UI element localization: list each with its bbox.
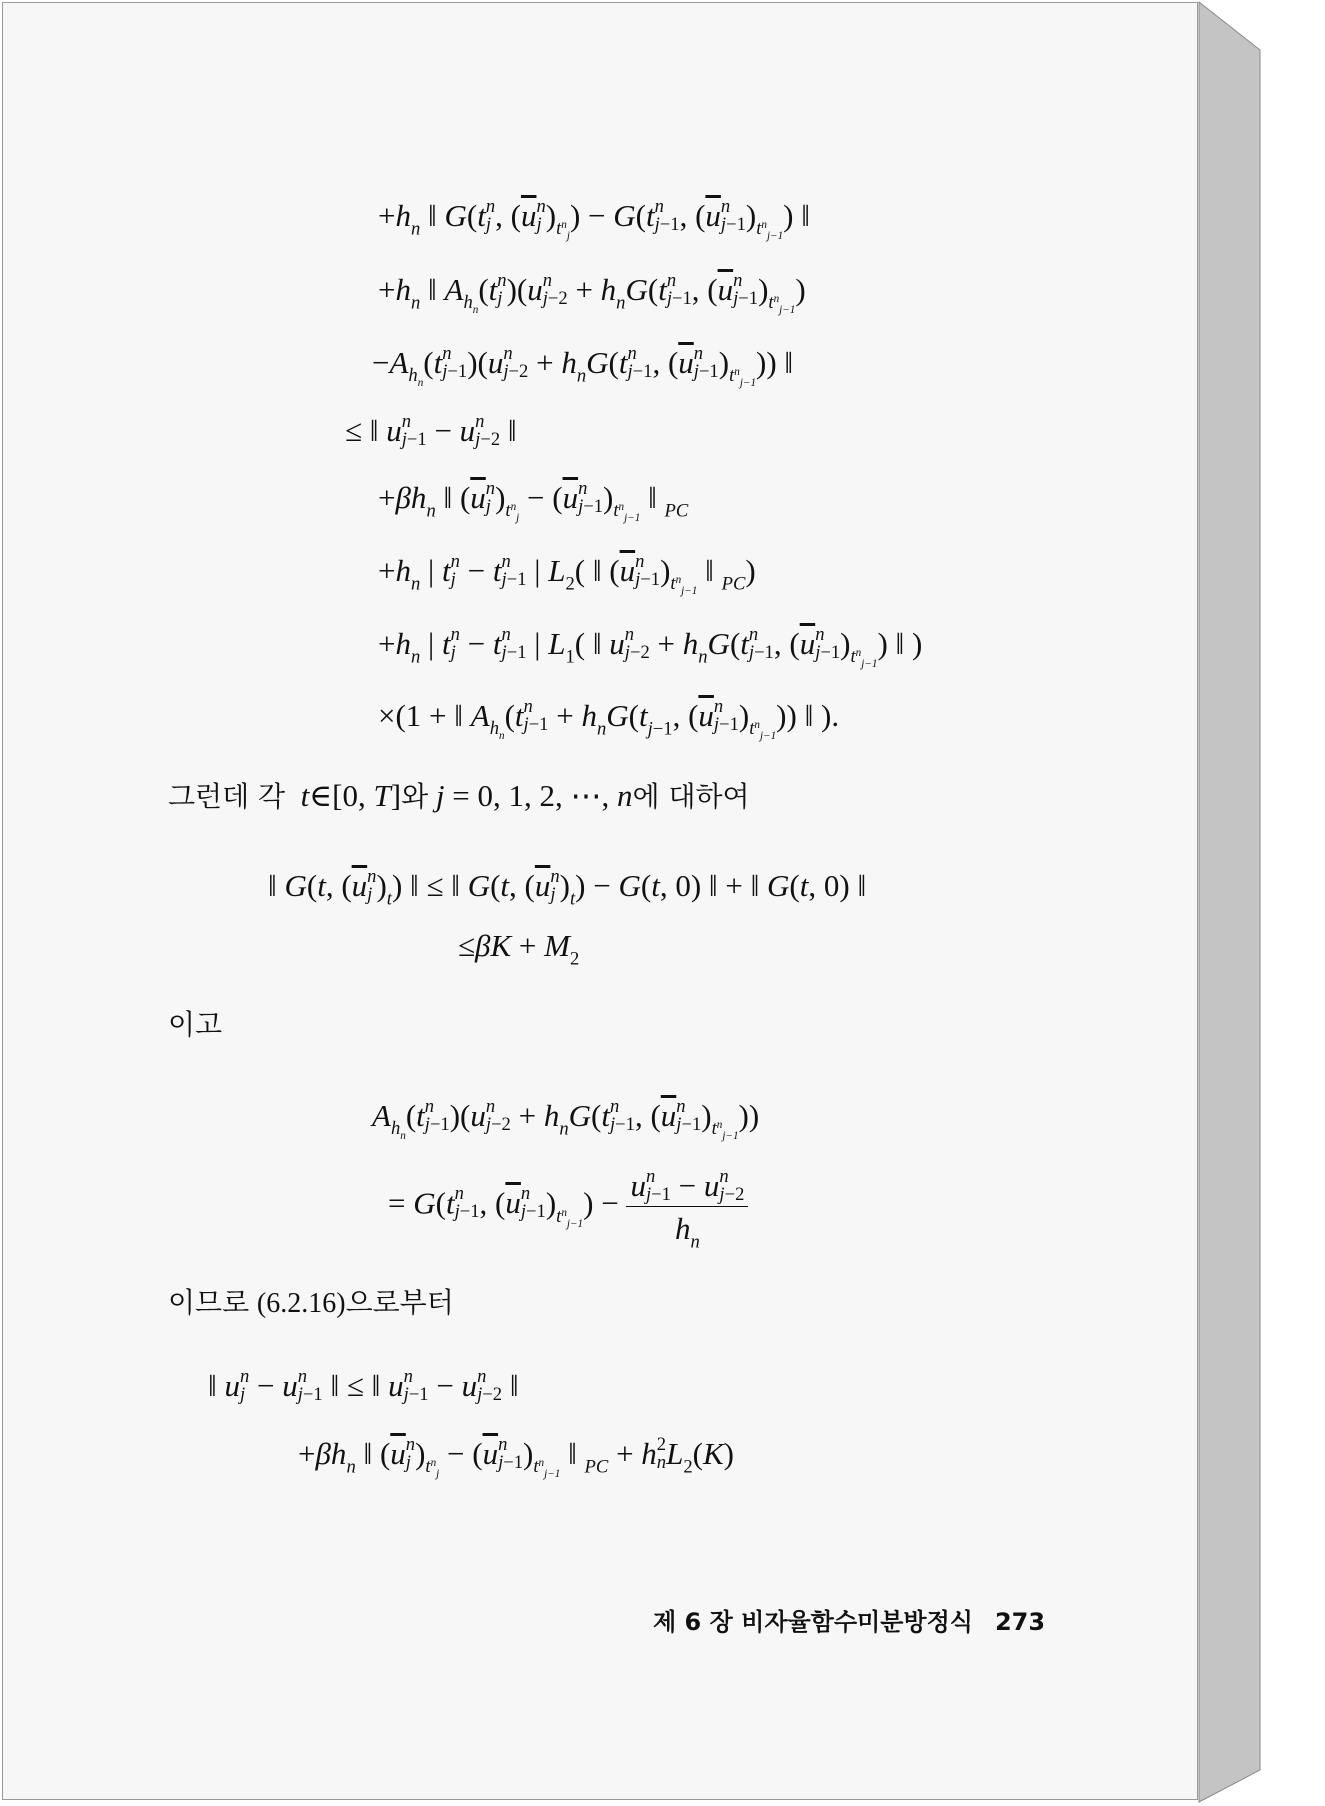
paragraph-2	[168, 1008, 222, 1039]
eq-line-6: $+h_n$ | t n j − t n j−1 | $L_2$( ‖ (u n j−1 )$_{t^n_{j-1}}$ ‖ $_{PC}$)	[378, 551, 756, 598]
eq-line-4: ≤ ‖ u n j−1 − u n j−2 ‖	[345, 411, 517, 450]
equation-reference: (6.2.16)	[256, 1288, 346, 1319]
eq-line-11: $A_{h_n}(t$ n j−1 )(u n j−2 + $h_nG(t$ n j−1 , (u n j−1 )$_{t^n_{j-1}}$))	[372, 1096, 760, 1143]
eq-line-5: $+\beta h_n$ ‖ (u n j )$_{t^n_j} - (u$ n j−1 )$_{t^n_{j-1}}$ ‖ $_{PC}$	[378, 478, 689, 525]
paragraph-3	[168, 1286, 454, 1318]
eq-line-8: ×(1 + ‖ $A_{h_n}(t$ n j−1 + $h_nG(t_{j-1}$, (u n j−1 )$_{t^n_{j-1}}$)) ‖ ).	[378, 696, 840, 743]
page-footer	[653, 1602, 1045, 1637]
para2-text: 이고	[168, 1008, 223, 1041]
eq-line-12: = G(t n j−1 , (u n j−1 )$_{t^n_{j-1}}$) − u n j−1 − u n j−2 $h_n$	[388, 1168, 748, 1244]
para3-pre: 이므로	[168, 1286, 250, 1319]
para3-post: 으로부터	[345, 1286, 454, 1319]
eq-line-13: ‖ u n j − u n j−1 ‖ ≤ ‖ u n j−1 − u n j−2 ‖	[208, 1366, 519, 1405]
eq-line-3: $-A_{h_n}(t$ n j−1 )(u n j−2 + $h_nG(t$ n j−1 , (u n j−1 )$_{t^n_{j-1}}$)) ‖	[372, 343, 794, 390]
eq-line-9: ‖ G(t, (u n j )$_t$) ‖ ≤ ‖ G(t, (u n j )$_t) - G(t$, 0) ‖ + ‖ G(t, 0) ‖	[268, 866, 867, 910]
eq-line-1: $+h_n$ ‖ G(t n j , (u n j )$_{t^n_j}) - G(t$ n j−1 , (u n j−1 )$_{t^n_{j-1}}$) ‖	[378, 196, 810, 243]
eq-line-14: $+\beta h_n$ ‖ (u n j )$_{t^n_j} - (u$ n j−1 )$_{t^n_{j-1}}$ ‖ $_{PC}$ + h 2 n $L_2(K)$	[298, 1434, 734, 1481]
para1-wa: 와	[401, 780, 429, 813]
chapter-title: 제 6 장 비자율함수미분방정식	[653, 1608, 973, 1636]
para1-text: 그런데 각	[168, 780, 286, 813]
page-number: 273	[994, 1608, 1046, 1636]
para1-e: 에 대하여	[632, 780, 750, 813]
paragraph-1: 그런데 각 t∈[0, T]와 j = 0, 1, 2, ⋯, n에 대하여	[168, 778, 750, 813]
eq-line-7: $+h_n$ | t n j − t n j−1 | $L_1$( ‖ u n j−2 + $h_nG(t$ n j−1 , (u n j−1 )$_{t^n_{j-1}}$) ‖ )	[378, 624, 923, 671]
eq-line-10: $\le\beta K + M_2$	[458, 928, 580, 970]
fraction: u n j−1 − u n j−2 $h_n$	[626, 1168, 748, 1244]
eq-line-2: $+h_n$ ‖ $A_{h_n}(t$ n j )(u n j−2 + $h_nG(t$ n j−1 , (u n j−1 )$_{t^n_{j-1}}$)	[378, 270, 806, 317]
